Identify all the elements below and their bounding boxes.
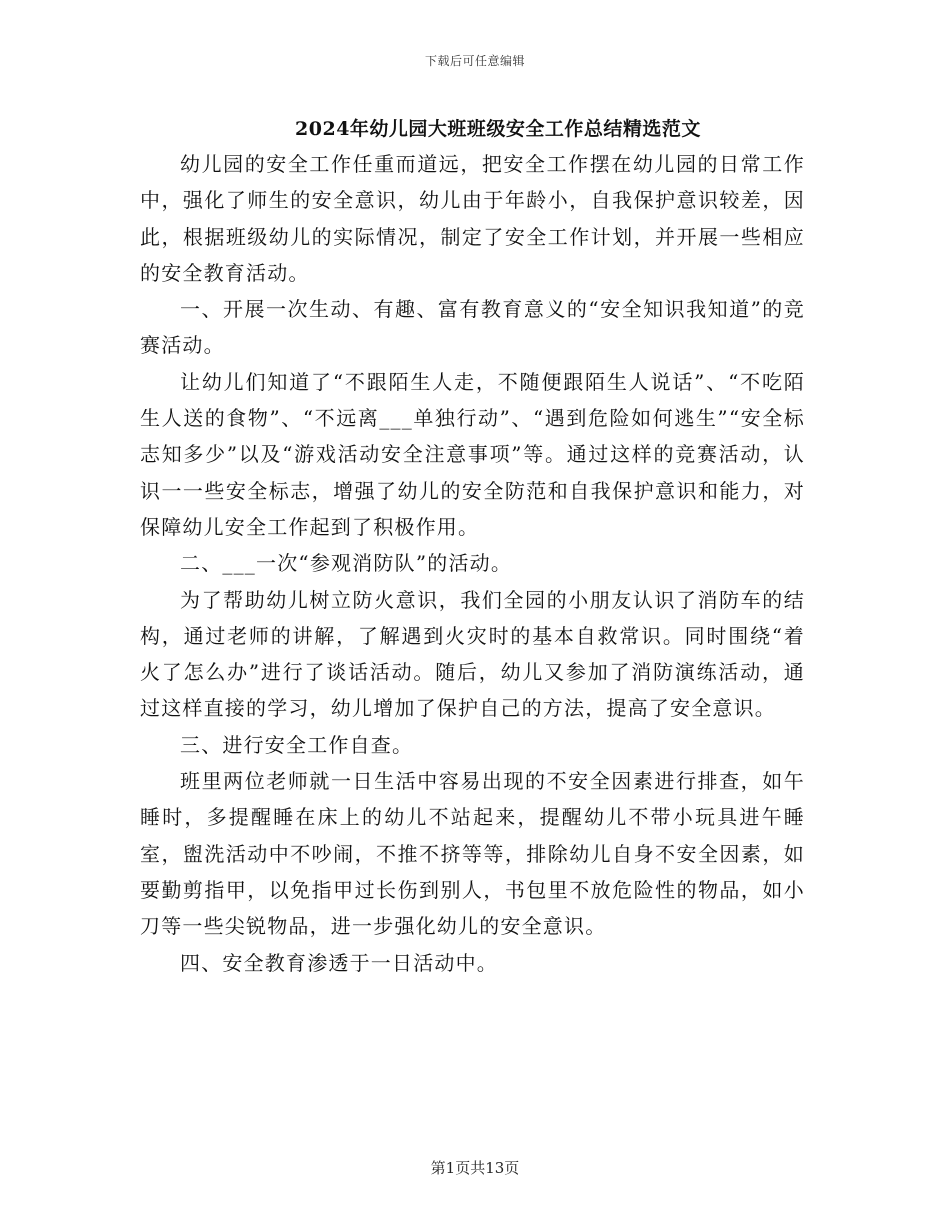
section-heading-2: 二、___一次“参观消防队”的活动。 (180, 551, 513, 576)
document-title: 2024年幼儿园大班班级安全工作总结精选范文 (295, 118, 701, 140)
page-number: 第1页共13页 (430, 1159, 520, 1177)
section-heading-3: 三、进行安全工作自查。 (180, 732, 414, 757)
paragraph-intro: 幼儿园的安全工作任重而道远，把安全工作摆在幼儿园的日常工作中，强化了师生的安全意识，幼儿由于年龄小，自我保护意识较差，因此，根据班级幼儿的实际情况，制定了安全工作计划，并开展一些相应的安全教育活动。 (140, 152, 805, 285)
header-note: 下载后可任意编辑 (424, 54, 525, 68)
document-body (140, 146, 805, 981)
section-heading-1: 一、开展一次生动、有趣、富有教育意义的“安全知识我知道”的竞赛活动。 (140, 297, 805, 358)
paragraph-2: 为了帮助幼儿树立防火意识，我们全园的小朋友认识了消防车的结构，通过老师的讲解，了解遇到火灾时的基本自救常识。同时围绕“着火了怎么办”进行了谈话活动。随后，幼儿又参加了消防演练活动，通过这样直接的学习，幼儿增加了保护自己的方法，提高了安全意识。 (140, 587, 805, 721)
paragraph-3: 班里两位老师就一日生活中容易出现的不安全因素进行排查，如午睡时，多提醒睡在床上的幼儿不站起来，提醒幼儿不带小玩具进午睡室，盥洗活动中不吵闹，不推不挤等等，排除幼儿自身不安全因素，如要勤剪指甲，以免指甲过长伤到别人，书包里不放危险性的物品，如小刀等一些尖锐物品，进一步强化幼儿的安全意识。 (140, 769, 805, 939)
section-heading-4: 四、安全教育渗透于一日活动中。 (180, 950, 498, 975)
paragraph-1: 让幼儿们知道了“不跟陌生人走，不随便跟陌生人说话”、“不吃陌生人送的食物”、“不远离___单独行动”、“遇到危险如何逃生”“安全标志知多少”以及“游戏活动安全注意事项”等。通过这样的竞赛活动，认识一一些安全标志，增强了幼儿的安全防范和自我保护意识和能力，对保障幼儿安全工作起到了积极作用。 (140, 369, 805, 539)
